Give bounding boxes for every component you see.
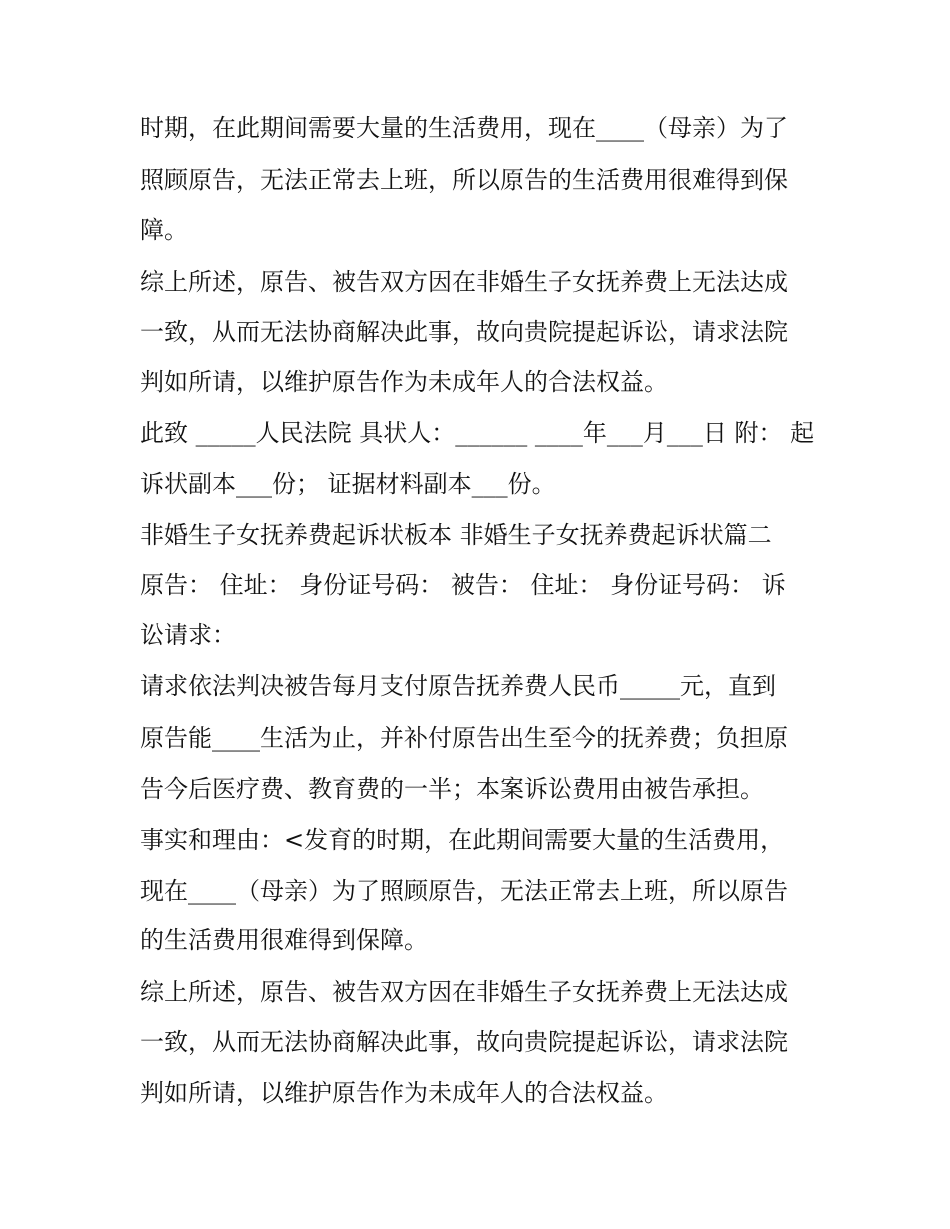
text-line: 的生活费用很难得到保障。 [140,926,428,954]
text-line: 事实和理由：<发育的时期，在此期间需要大量的生活费用， [140,826,785,854]
text-line: 障。 [140,216,188,244]
text-line: 非婚生子女抚养费起诉状板本 非婚生子女抚养费起诉状篇二 [140,521,772,549]
text-line: 告今后医疗费、教育费的一半；本案诉讼费用由被告承担。 [140,775,764,803]
text-line: 判如所请，以维护原告作为未成年人的合法权益。 [140,368,668,396]
text-line: 照顾原告，无法正常去上班，所以原告的生活费用很难得到保 [140,166,788,194]
text-line: 综上所述，原告、被告双方因在非婚生子女抚养费上无法达成 [140,978,788,1006]
text-line: 此致 _____人民法院 具状人：______ ____年___月___日 附： 起 [140,419,815,447]
text-line: 诉状副本___份； 证据材料副本___份。 [140,470,556,498]
text-line: 综上所述，原告、被告双方因在非婚生子女抚养费上无法达成 [140,268,788,296]
text-line: 原告能____生活为止，并补付原告出生至今的抚养费；负担原 [140,724,788,752]
text-line: 请求依法判决被告每月支付原告抚养费人民币_____元，直到 [140,672,776,700]
text-line: 现在____（母亲）为了照顾原告，无法正常去上班，所以原告 [140,877,788,905]
text-line: 讼请求： [140,621,236,649]
text-line: 一致，从而无法协商解决此事，故向贵院提起诉讼，请求法院 [140,1028,788,1056]
text-line: 原告： 住址： 身份证号码： 被告： 住址： 身份证号码： 诉 [140,571,786,599]
text-line: 判如所请，以维护原告作为未成年人的合法权益。 [140,1079,668,1107]
text-line: 一致，从而无法协商解决此事，故向贵院提起诉讼，请求法院 [140,318,788,346]
text-line: 时期，在此期间需要大量的生活费用，现在____（母亲）为了 [140,114,788,142]
